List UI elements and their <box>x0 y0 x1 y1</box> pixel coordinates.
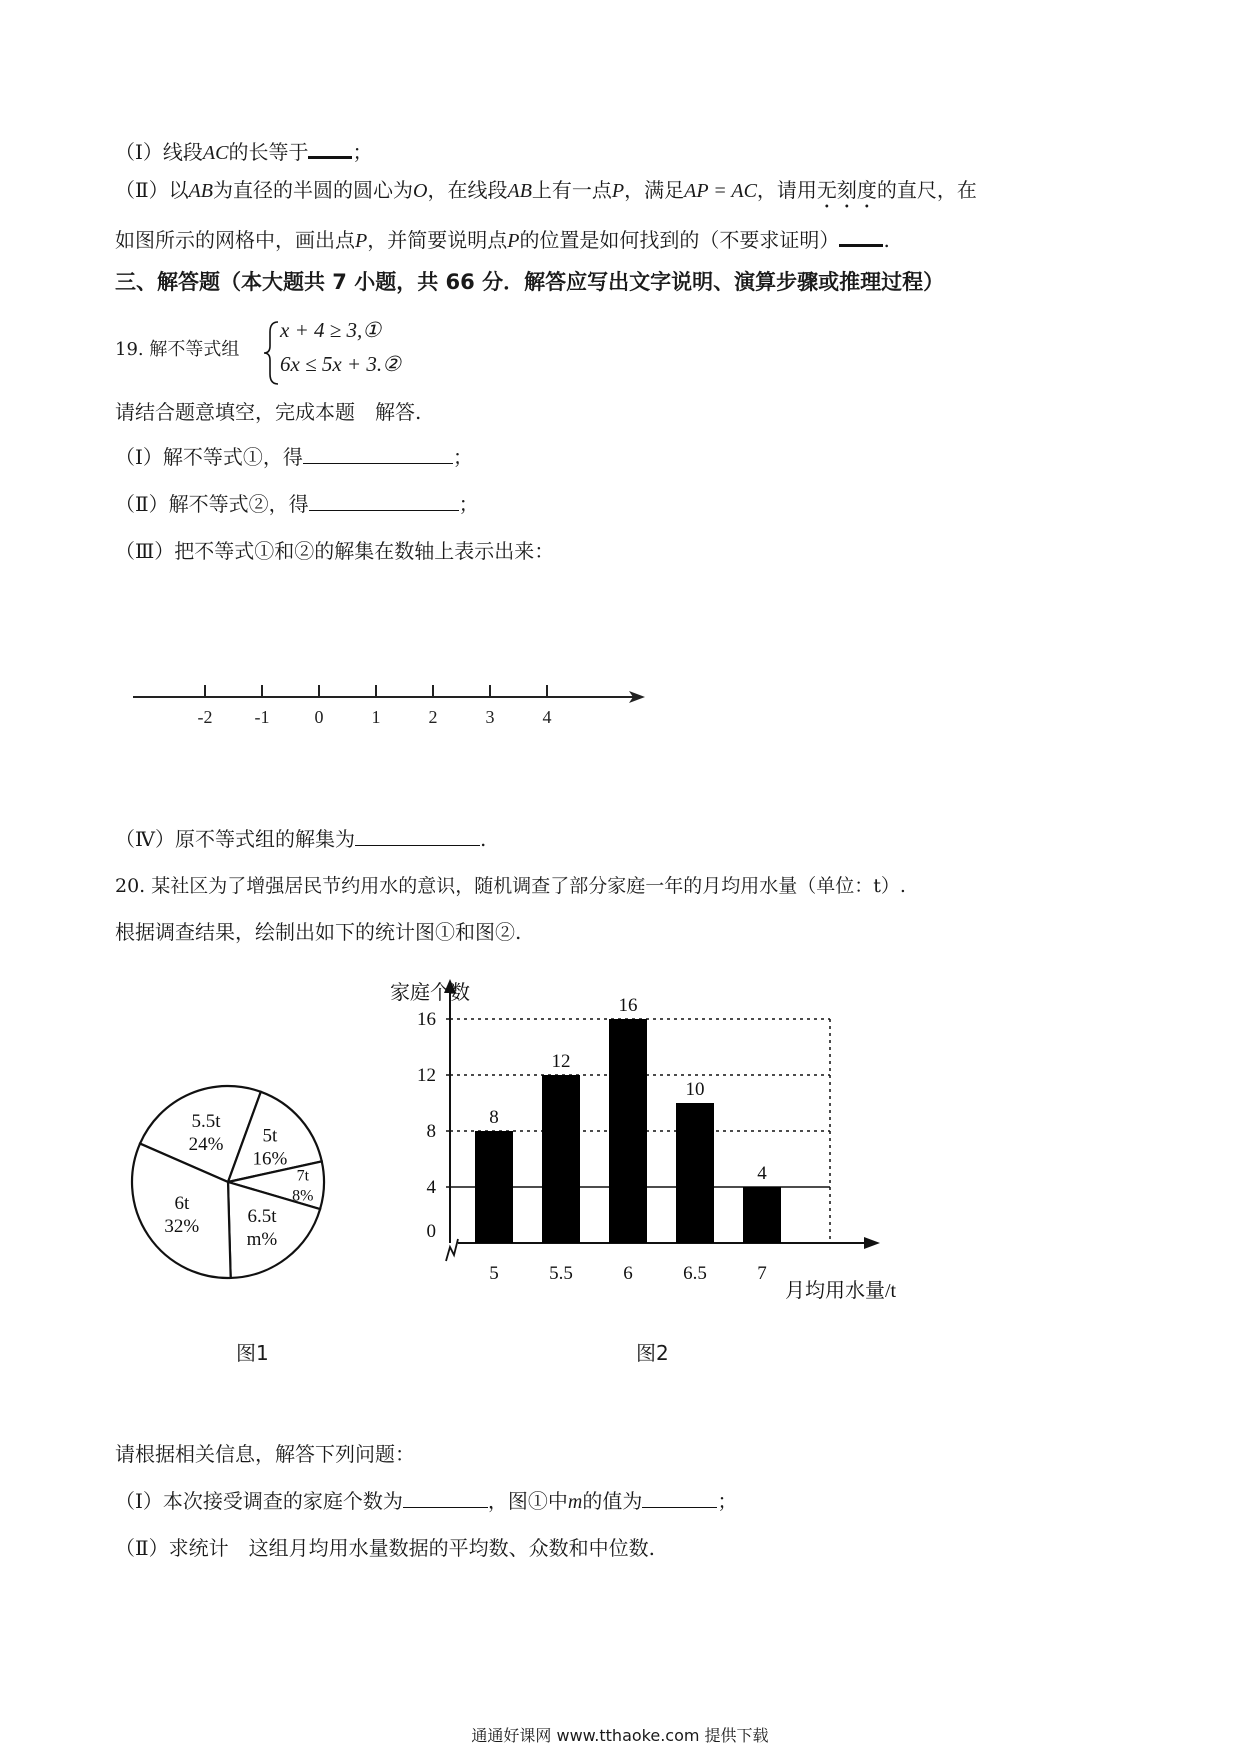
pie-slice-label: 6t <box>174 1193 190 1215</box>
pie-slice-label: 5t <box>262 1125 278 1147</box>
answer-blank <box>303 445 453 464</box>
q20-part2: （Ⅱ）求统计 这组月均用水量数据的平均数、众数和中位数. <box>115 1536 655 1560</box>
q19-instruction: 请结合题意填空，完成本题 解答. <box>115 400 422 424</box>
y-axis-title: 家庭个数 <box>390 982 470 1004</box>
number-line-label: -1 <box>254 707 270 727</box>
x-tick-label: 6.5 <box>683 1263 707 1284</box>
bar-value-label: 8 <box>489 1107 499 1128</box>
answer-blank <box>309 492 459 511</box>
inequality-2: 6x ≤ 5x + 3.② <box>280 352 401 376</box>
pie-slice-value: 24% <box>188 1133 224 1155</box>
q20-stem2: 根据调查结果，绘制出如下的统计图①和图②. <box>115 920 522 944</box>
answer-blank <box>355 827 480 846</box>
number-line-label: 0 <box>314 707 324 727</box>
bar-value-label: 16 <box>618 995 638 1016</box>
q20-stem: 20. 某社区为了增强居民节约用水的意识，随机调查了部分家庭一年的月均用水量（单位：t）. <box>115 875 906 897</box>
figure2-caption: 图2 <box>636 1341 669 1365</box>
bar <box>743 1187 781 1243</box>
answer-blank <box>839 226 883 247</box>
x-tick-label: 5 <box>489 1263 499 1284</box>
number-line-label: 2 <box>428 707 438 727</box>
bar-value-label: 12 <box>551 1051 571 1072</box>
pie-slice-value: 16% <box>252 1148 288 1170</box>
answer-blank <box>642 1489 717 1508</box>
y-tick-label: 16 <box>417 1009 436 1030</box>
y-tick-label: 12 <box>417 1065 436 1086</box>
number-line-label: 4 <box>542 707 552 727</box>
bar <box>609 1019 647 1243</box>
bar <box>676 1103 714 1243</box>
pie-slice-value: 32% <box>164 1216 200 1238</box>
pie-slice-label: 5.5t <box>191 1110 221 1132</box>
pie-slice-label: 6.5t <box>247 1206 277 1228</box>
x-tick-label: 5.5 <box>549 1263 573 1284</box>
number-line-label: 1 <box>371 707 381 727</box>
x-tick-label: 7 <box>757 1263 767 1284</box>
inequality-1: x + 4 ≥ 3,① <box>280 318 382 342</box>
q18-part2-line2: 如图所示的网格中，画出点P，并简要说明点P的位置是如何找到的（不要求证明） . <box>115 228 890 252</box>
brace-icon <box>262 320 282 386</box>
bar-chart <box>380 975 940 1315</box>
q20-after: 请根据相关信息，解答下列问题： <box>115 1442 415 1466</box>
number-line-label: -2 <box>197 707 213 727</box>
bar-value-label: 10 <box>685 1079 705 1100</box>
y-tick-label: 4 <box>426 1177 436 1198</box>
number-line-label: 3 <box>485 707 495 727</box>
x-axis-arrow-icon <box>864 1237 880 1249</box>
answer-blank <box>308 138 352 159</box>
y-tick-label: 8 <box>426 1121 436 1142</box>
answer-blank <box>403 1489 488 1508</box>
bar-value-label: 4 <box>757 1163 767 1184</box>
section-title: 三、解答题（本大题共 7 小题，共 66 分．解答应写出文字说明、演算步骤或推理过程） <box>115 270 945 294</box>
x-tick-label: 6 <box>623 1263 633 1284</box>
pie-chart <box>128 1082 348 1302</box>
pie-slice-label: 7t <box>296 1167 310 1185</box>
q18-part1: （Ⅰ）线段AC的长等于 ； <box>115 140 373 164</box>
q20-part1: （Ⅰ）本次接受调查的家庭个数为 ，图①中m的值为 ； <box>115 1489 738 1513</box>
pie-slice-value: m% <box>246 1229 278 1251</box>
q19-part2: （Ⅱ）解不等式②，得 ； <box>115 492 479 516</box>
q19-part1: （Ⅰ）解不等式①，得 ； <box>115 445 473 469</box>
y-tick-label: 0 <box>426 1221 436 1242</box>
bar <box>475 1131 513 1243</box>
figure1-caption: 图1 <box>236 1341 269 1365</box>
q19-stem: 19. 解不等式组 <box>115 339 240 360</box>
pie-slice-value: 8% <box>292 1187 314 1205</box>
bar <box>542 1075 580 1243</box>
q19-part4: （Ⅳ）原不等式组的解集为 . <box>115 827 487 851</box>
q19-part3: （Ⅲ）把不等式①和②的解集在数轴上表示出来： <box>115 539 555 563</box>
q18-part2-line1: （Ⅱ）以AB为直径的半圆的圆心为O，在线段AB上有一点P，满足AP = AC，请用无刻度的直尺，在 <box>115 178 977 202</box>
footer: 通通好课网 www.tthaoke.com 提供下载 <box>471 1726 769 1745</box>
number-line <box>125 665 655 735</box>
x-axis-title: 月均用水量/t <box>785 1280 897 1302</box>
axis-break-icon <box>446 1239 458 1261</box>
